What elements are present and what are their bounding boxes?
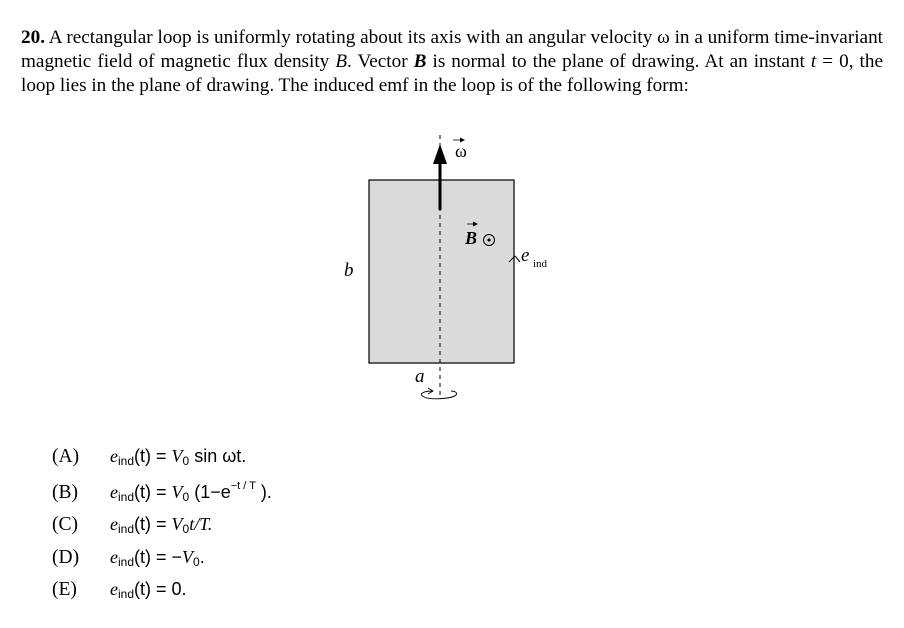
omega-arrow-icon [433,144,447,164]
emf-label: e [521,245,530,266]
option-e-label: (E) [52,579,77,600]
option-c-expression: $e_{ind}(t) = V_0t/T$. [110,514,213,536]
option-b-label: (B) [52,482,78,503]
time-symbol: t [810,51,817,72]
option-e-expression: $e_{ind}(t) = 0$. [110,579,187,601]
question-text-part-4: = 0, the loop lies in the plane of drawing. The induced emf in the loop is of the following form: [21,51,883,96]
question-number: 20. [21,27,45,48]
side-b-label: b [344,260,354,281]
option-a-expression: $e_{ind}(t) = V_0$ sin ωt. [110,446,247,468]
question-text-part-1: A rectangular loop is uniformly rotating about its axis with an angular velocity ω in a uniform time-invariant magnetic field of magnetic flux density [21,27,883,72]
option-c-label: (C) [52,514,78,535]
question-text-part-2: . Vector [347,51,414,72]
omega-label: ω [455,141,467,161]
emf-arrow-right-icon [515,256,520,262]
option-a-label: (A) [52,446,80,467]
vector-b-symbol: B [413,51,427,72]
flux-density-symbol: B [335,51,348,72]
out-of-page-dot-icon [487,238,490,241]
emf-subscript: ind [533,258,548,270]
side-a-label: a [415,366,425,387]
option-d-label: (D) [52,547,80,568]
option-d-expression: $e_{ind}(t) = -V_0$. [110,547,205,569]
question-text-part-3: is normal to the plane of drawing. At an instant [426,51,811,72]
b-field-label: B [465,228,478,248]
rotation-direction-icon [421,391,456,399]
option-b-expression: $e_{ind}(t) = V_0$ ($1-e^{-t / T}$ ). [110,480,272,504]
